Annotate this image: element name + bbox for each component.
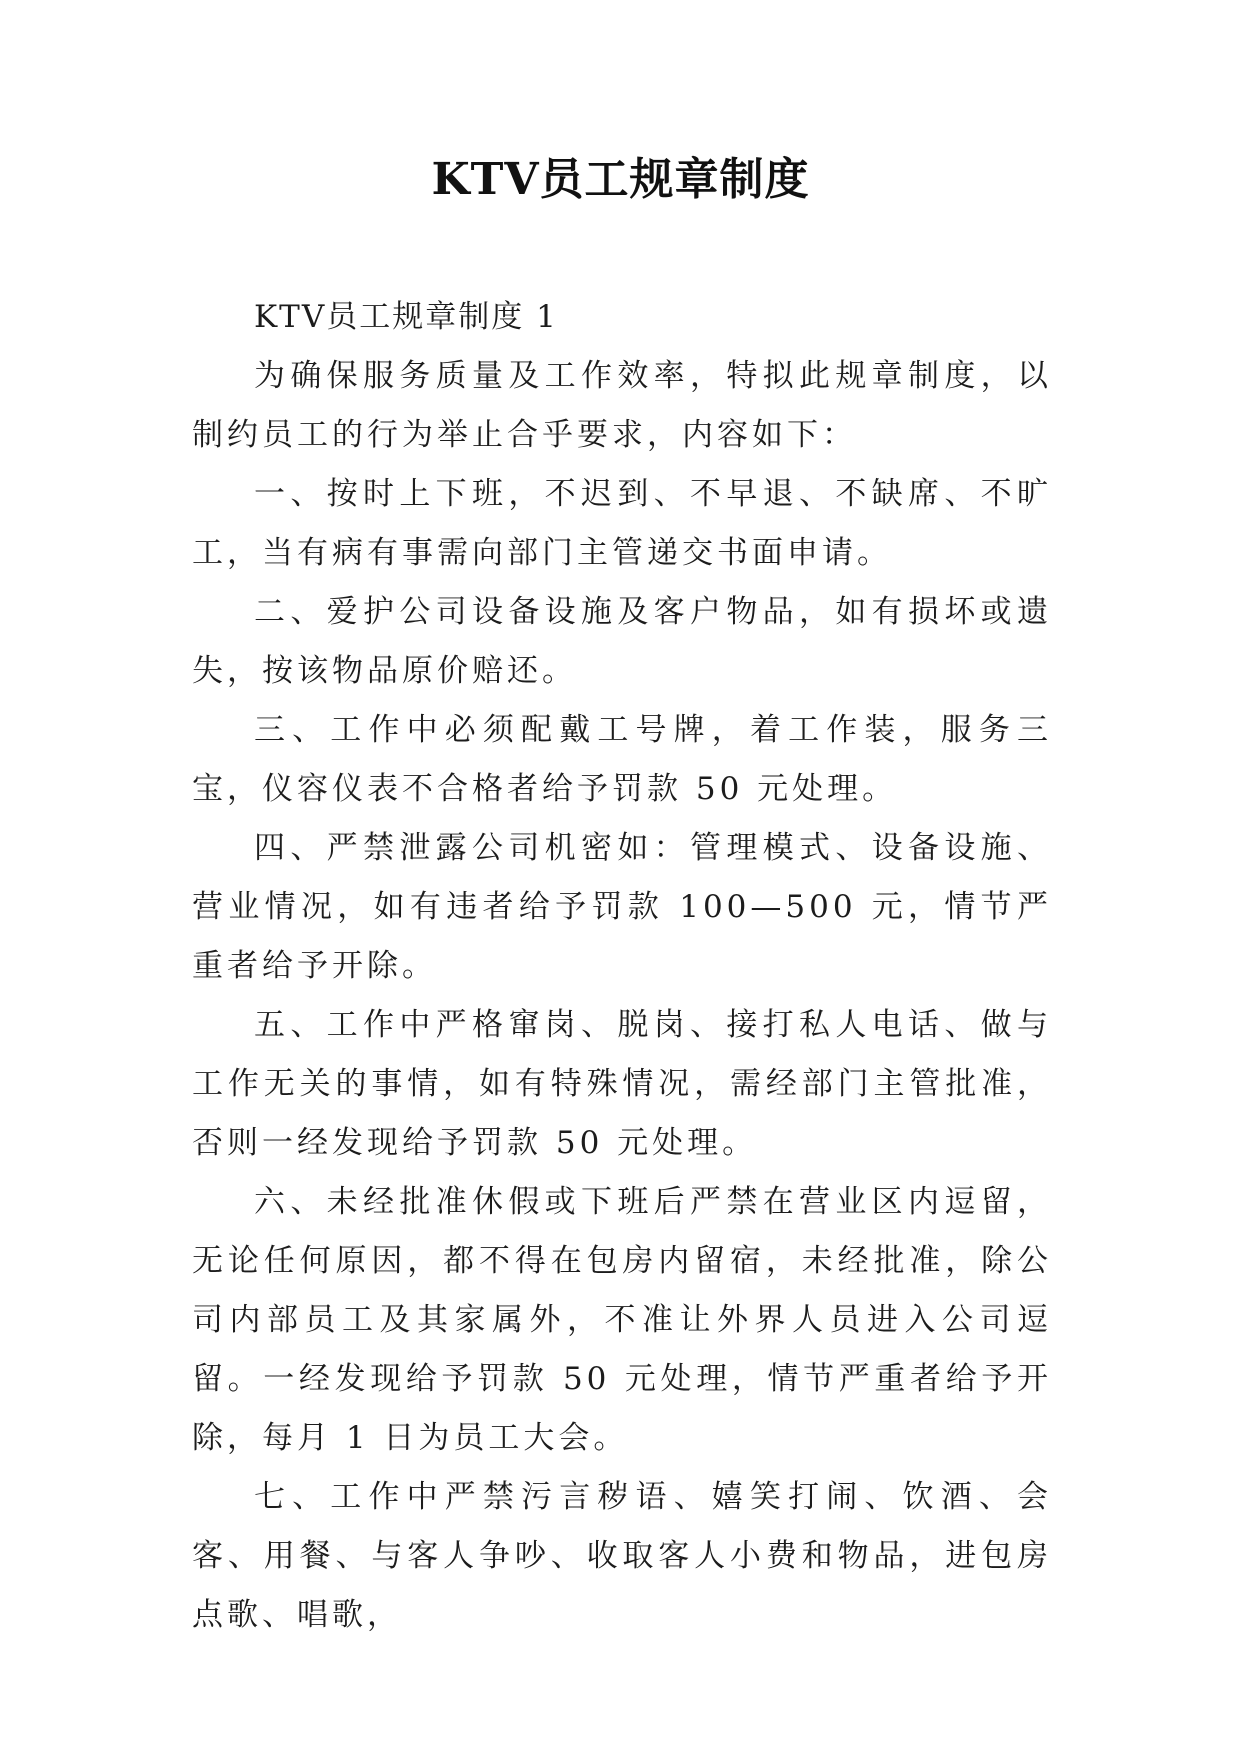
rule-2-paragraph: 二、爱护公司设备设施及客户物品，如有损坏或遗失，按该物品原价赔还。 — [192, 594, 1052, 689]
rule-7-paragraph: 七、工作中严禁污言秽语、嬉笑打闹、饮酒、会客、用餐、与客人争吵、收取客人小费和物品，进包房点歌、唱歌， — [192, 1479, 1052, 1633]
document-title: KTV员工规章制度 — [431, 154, 810, 205]
rule-4-paragraph: 四、严禁泄露公司机密如：管理模式、设备设施、营业情况，如有违者给予罚款 100—500 元，情节严重者给予开除。 — [192, 830, 1052, 984]
rule-3-paragraph: 三、工作中必须配戴工号牌，着工作装，服务三宝，仪容仪表不合格者给予罚款 50 元处理。 — [192, 712, 1052, 807]
intro-paragraph: 为确保服务质量及工作效率，特拟此规章制度，以制约员工的行为举止合乎要求，内容如下： — [192, 358, 1052, 453]
document-body — [192, 288, 1052, 1645]
rule-1-paragraph: 一、按时上下班，不迟到、不早退、不缺席、不旷工，当有病有事需向部门主管递交书面申请。 — [192, 476, 1052, 571]
section-heading: KTV员工规章制度 1 — [254, 299, 558, 335]
rule-6-paragraph: 六、未经批准休假或下班后严禁在营业区内逗留，无论任何原因，都不得在包房内留宿，未经批准，除公司内部员工及其家属外，不准让外界人员进入公司逗留。一经发现给予罚款 50 元处理，情节严重者给予开除，每月 1 日为员工大会。 — [192, 1184, 1052, 1456]
rule-5-paragraph: 五、工作中严格窜岗、脱岗、接打私人电话、做与工作无关的事情，如有特殊情况，需经部门主管批准，否则一经发现给予罚款 50 元处理。 — [192, 1007, 1052, 1161]
